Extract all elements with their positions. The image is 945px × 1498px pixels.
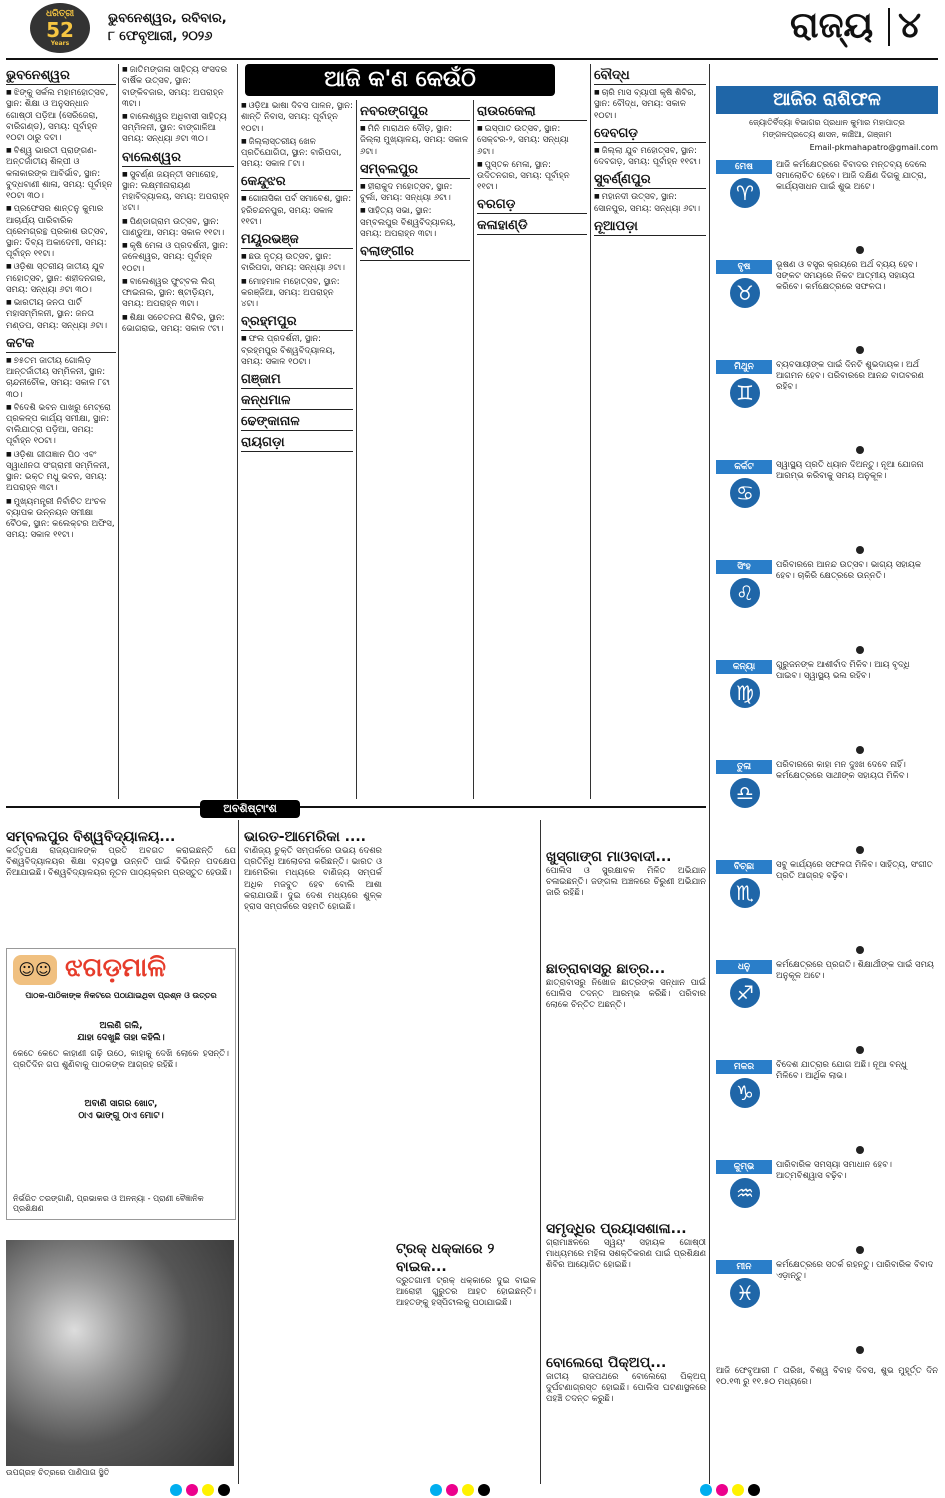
- events-column-2: [122, 64, 234, 799]
- column-rule: [473, 100, 474, 799]
- event-item: ■ ଭାରତୀୟ ଜନତା ପାର୍ଟି ମହାସମ୍ମିଳନୀ, ସ୍ଥାନ: ଜନତା ମଣ୍ଡପ, ସମୟ: ସନ୍ଧ୍ୟା ୬ଟା।: [6, 297, 116, 332]
- zodiac-sign-label: ମକର: [716, 1060, 772, 1074]
- event-item: ■ ଶିକ୍ଷା ସଚେତନତା ଶିବିର, ସ୍ଥାନ: ଭୋଗରାଇ, ସମୟ: ସକାଳ ୯ଟା।: [122, 312, 234, 336]
- zodiac-row: [716, 960, 938, 1056]
- rashifal-title: ଆଜିର ରାଶିଫଳ: [716, 86, 938, 114]
- event-item: ■ ଛଉ ନୃତ୍ୟ ଉତ୍ସବ, ସ୍ଥାନ: ବାରିପଦା, ସମୟ: ସନ୍ଧ୍ୟା ୬ଟା।: [241, 251, 353, 275]
- article-title: ବୋଲେରୋ ପିକ୍‌ଅପ୍...: [546, 1355, 667, 1371]
- events-column-4: [360, 100, 470, 799]
- rashifal-byline: ଜ୍ୟୋତିର୍ବିଦ୍ୟା ବିଭାଗର ପ୍ରଧାନ କୁମାର ମହାପାତ୍ର: [749, 118, 905, 127]
- event-item: ■ ବିଶ୍ୱ ଭାରତୀ ପ୍ରାଙ୍ଗଣ- ଅନ୍ତର୍ଜାତୀୟ ଶିଳ୍ପୀ ଓ କଳାକାରଙ୍କ ଆବିର୍ଭାବ, ସ୍ଥାନ: ବୁଦ୍ଧବାଣୀ ଶାଳା, ସମୟ: ପୂର୍ବାହ୍ନ ୧୦ଟା ୩୦।: [6, 145, 116, 202]
- article-body: ଛାତ୍ରାବାସରୁ ନିଖୋଜ ଛାତ୍ରଙ୍କ ସନ୍ଧାନ ପାଇଁ ପୋଲିସ ତଦନ୍ତ ଆରମ୍ଭ କରିଛି। ପରିବାର ଲୋକେ ଚିନ୍ତିତ ଅଛନ୍ତି।: [546, 978, 706, 1011]
- humor-question-1b: ଯାହା ଦେଖୁଛି ତାହା କହିଲି।: [77, 1033, 165, 1043]
- event-item: ■ ଜିଲ୍ଲା ଯୁବ ମହୋତ୍ସବ, ସ୍ଥାନ: ଦେବଗଡ଼, ସମୟ: ପୂର୍ବାହ୍ନ ୧୧ଟା।: [594, 145, 706, 169]
- city-heading: ବଲାଙ୍ଗୀର: [360, 243, 470, 261]
- bullet-icon: [856, 846, 864, 854]
- humor-faces-icon: ☺☺: [13, 955, 57, 985]
- zodiac-icon: ♉: [730, 278, 760, 308]
- zodiac-icon: ♋: [730, 478, 760, 508]
- column-rule: [237, 64, 238, 799]
- section-divider: [888, 8, 890, 46]
- remaining-banner: ଅବଶିଷ୍ଟାଂଶ: [200, 800, 300, 818]
- weather-caption: ଉପଗ୍ରହ ଚିତ୍ରରେ ପାଣିପାଗ ସ୍ଥିତି: [6, 1468, 110, 1477]
- events-column-5: [477, 100, 587, 799]
- city-heading: ଢେଙ୍କାନାଳ: [241, 413, 353, 431]
- registration-mark-icon: [732, 1484, 744, 1496]
- zodiac-sign-label: ମୀନ: [716, 1260, 772, 1274]
- city-heading: ବ୍ରହ୍ମପୁର: [241, 313, 353, 331]
- city-heading: ନୂଆପଡ଼ା: [594, 218, 706, 236]
- article-body: ବାଣିଜ୍ୟ ଚୁକ୍ତି ସମ୍ପର୍କରେ ଉଭୟ ଦେଶର ପ୍ରତିନିଧି ଆଲୋଚନା କରିଛନ୍ତି। ଭାରତ ଓ ଆମେରିକା ମଧ୍ୟରେ ବାଣିଜ୍ୟ ସମ୍ପର୍କ ଅଧିକ ମଜବୁତ ହେବ ବୋଲି ଆଶା କରାଯାଉଛି। ଦୁଇ ଦେଶ ମଧ୍ୟରେ ଶୁଳ୍କ ହ୍ରାସ ସମ୍ପର୍କରେ ସହମତି ହୋଇଛି।: [244, 846, 382, 913]
- zodiac-row: [716, 760, 938, 856]
- section-rule: [6, 806, 706, 808]
- events-column-3: [241, 100, 353, 799]
- masthead-date: ୮ ଫେବୃଆରୀ, ୨୦୨୬: [108, 29, 213, 44]
- zodiac-icon: ♊: [730, 378, 760, 408]
- registration-mark-icon: [186, 1484, 198, 1496]
- event-item: ■ ଓଡ଼ିଶା ଗୀତାଜ୍ଞାନ ପିଠ ଏବଂ ସ୍ୱାଧୀନତା ସଂଗ୍ରାମୀ ସମ୍ମିଳନୀ, ସ୍ଥାନ: ଭକ୍ତ ମଧୁ ଭବନ, ସମୟ: ଅପରାହ୍ନ ୩ଟା।: [6, 449, 116, 495]
- masthead-city-day: ଭୁବନେଶ୍ୱର, ରବିବାର,: [108, 11, 227, 26]
- event-item: ■ ବିଦେଶି ଭବନ ପାଖରୁ ମେଟ୍ରୋ ପ୍ରକଳ୍ପ କାର୍ଯ୍ୟ ସମୀକ୍ଷା, ସ୍ଥାନ: ବାଲିଯାତ୍ରା ପଡ଼ିଆ, ସମୟ: ପୂର୍ବାହ୍ନ ୧୦ଟା।: [6, 402, 116, 448]
- city-heading: ଦେବଗଡ଼: [594, 125, 706, 143]
- article-body: କର୍ତ୍ତୃପକ୍ଷ ରାଜ୍ୟପାଳଙ୍କ ପ୍ରତି ଅବଗତ କରାଇଛନ୍ତି ଯେ ବିଶ୍ୱବିଦ୍ୟାଳୟର ଶିକ୍ଷା ବ୍ୟବସ୍ଥା ଉନ୍ନତି ପାଇଁ ବିଭିନ୍ନ ପଦକ୍ଷେପ ନିଆଯାଇଛି। ବିଶ୍ୱବିଦ୍ୟାଳୟର ନୂତନ ପାଠ୍ୟକ୍ରମ ପ୍ରସ୍ତୁତ ହେଉଛି।: [6, 846, 236, 879]
- bullet-icon: [856, 1046, 864, 1054]
- event-item: ■ କୃଷି ମେଳା ଓ ପ୍ରଦର୍ଶନୀ, ସ୍ଥାନ: ଜଳେଶ୍ୱର, ସମୟ: ପୂର୍ବାହ୍ନ ୧୦ଟା।: [122, 240, 234, 275]
- city-heading: ଗଞ୍ଜାମ: [241, 371, 353, 389]
- event-item: ■ ବାଲେଶ୍ୱର ଫୁଟ୍‌ବଲ ଲିଗ୍ ଫାଇନାଲ, ସ୍ଥାନ: ଷ୍ଟାଡ଼ିୟମ, ସମୟ: ଅପରାହ୍ନ ୩ଟା।: [122, 276, 234, 311]
- article-7: [546, 1354, 706, 1406]
- column-rule: [238, 820, 239, 1484]
- humor-question-2b: ଠାଏ ଭାଙ୍ଗୁ ଠାଏ ମୋଟ।: [78, 1111, 164, 1121]
- article-title: ସମ୍ବଲପୁର ବିଶ୍ୱବିଦ୍ୟାଳୟ...: [6, 829, 176, 845]
- event-item: ■ ମୁଖ୍ୟମନ୍ତ୍ରୀ ନିର୍ବାଚିତ ଅଂଚଳ ବ୍ୟାପକ ଉନ୍ନୟନ ସମୀକ୍ଷା ବୈଠକ, ସ୍ଥାନ: କଲେକ୍ଟର ଅଫିସ, ସମୟ: ସକାଳ ୧୧ଟା।: [6, 496, 116, 542]
- column-rule: [709, 64, 710, 1484]
- article-body: ଗ୍ରାମାଞ୍ଚଳରେ ସ୍ୱୟଂ ସହାୟକ ଗୋଷ୍ଠୀ ମାଧ୍ୟମରେ ମହିଳା ସଶକ୍ତିକରଣ ପାଇଁ ପ୍ରଶିକ୍ଷଣ ଶିବିର ଆୟୋଜିତ ହୋଇଛି।: [546, 1238, 706, 1271]
- city-heading: କଳାହାଣ୍ଡି: [477, 217, 587, 235]
- article-1: [6, 828, 236, 880]
- rashifal-byline-2: ମଙ୍ଗଳପ୍ରତ୍ୟେ ଶାସନ, କାଞ୍ଚିଆ, ଗଞ୍ଜାମ: [762, 130, 892, 139]
- event-item: ■ ପୁସ୍ତକ ମେଳା, ସ୍ଥାନ: ଉଦିତନଗର, ସମୟ: ପୂର୍ବାହ୍ନ ୧୧ଟା।: [477, 159, 587, 194]
- zodiac-row: [716, 1260, 938, 1356]
- bullet-icon: [856, 1146, 864, 1154]
- city-heading: ବୌଦ୍ଧ: [594, 67, 706, 85]
- zodiac-icon: ♐: [730, 978, 760, 1008]
- registration-mark-icon: [478, 1484, 490, 1496]
- zodiac-row: [716, 360, 938, 456]
- event-item: ■ ଫଲ ପ୍ରଦର୍ଶନୀ, ସ୍ଥାନ: ବ୍ରହ୍ମପୁର ବିଶ୍ୱବିଦ୍ୟାଳୟ, ସମୟ: ସକାଳ ୧୦ଟା।: [241, 333, 353, 368]
- zodiac-icon: ♏: [730, 878, 760, 908]
- column-rule: [540, 820, 541, 1484]
- event-item: ■ ଓଡ଼ିଆ ଭାଷା ଦିବସ ପାଳନ, ସ୍ଥାନ: ଶାନ୍ତି ନିବାସ, ସମୟ: ପୂର୍ବାହ୍ନ ୧୦ଟା।: [241, 100, 353, 135]
- article-body: ଜାତୀୟ ରାଜପଥରେ ବୋଲେରୋ ପିକ୍‌ଅପ୍ ଦୁର୍ଘଟଣାଗ୍ରସ୍ତ ହୋଇଛି। ପୋଲିସ ଘଟଣାସ୍ଥଳରେ ପହଞ୍ଚି ତଦନ୍ତ କରୁଛି।: [546, 1372, 706, 1405]
- zodiac-row: [716, 860, 938, 956]
- article-title: ଭାରତ-ଆମେରିକା ....: [244, 829, 366, 845]
- event-item: ■ ଗୋନାସିକା ପର୍ବ ସମାବେଶ, ସ୍ଥାନ: ହରିଚନ୍ଦନପୁର, ସମୟ: ସକାଳ ୧୧ଟା।: [241, 193, 353, 228]
- zodiac-forecast-text: ଆଜି କର୍ମକ୍ଷେତ୍ରରେ ବିବାଦର ମନ୍ତବ୍ୟ ଦେଲେ ସମାଲୋଚିତ ହେବେ। ଆଜି ଦକ୍ଷିଣ ଦିଗକୁ ଯାତ୍ରା, କାର୍ଯ୍ୟସାଧନ ପାଇଁ ଶୁଭ ଅଟେ।: [776, 160, 927, 192]
- column-rule: [118, 64, 119, 799]
- events-column-6: [594, 64, 706, 799]
- article-3: [546, 848, 706, 900]
- article-2: [244, 828, 382, 913]
- zodiac-forecast-text: ଭୂଷଣ ଓ ବସ୍ତ୍ର କ୍ରୟରେ ଅର୍ଥ ବ୍ୟୟ ହେବ। ସଙ୍କଟ ସମୟରେ ନିକଟ ଆତ୍ମୀୟ ସହାୟତା କରିବେ। କର୍ମକ୍ଷେତ୍ରରେ ସଫଳତା।: [776, 260, 918, 292]
- zodiac-forecast-text: କର୍ମକ୍ଷେତ୍ରରେ ପ୍ରଗତି। ଶିକ୍ଷାର୍ଥୀଙ୍କ ପାଇଁ ସମୟ ଅନୁକୂଳ ଅଟେ।: [776, 960, 934, 981]
- bullet-icon: [856, 1246, 864, 1254]
- section-title: ରାଜ୍ୟ: [790, 5, 874, 46]
- event-item: ■ ୭୫ତମ ଜାତୀୟ ଗୋଲିଡ଼ ଆନ୍ତର୍ଜାତୀୟ ସମ୍ମିଳନୀ, ସ୍ଥାନ: ଚାନ୍ଦନୀଚୌକ, ସମୟ: ସକାଳ ୮ଟା ୩୦।: [6, 355, 116, 401]
- humor-body: କେତେ କେତେ କାହାଣୀ ଗଢ଼ି ଉଠେ, କାହାକୁ ଦେଖି ଲୋକେ ହସନ୍ତି। ପ୍ରତିଦିନ ଗପ ଶୁଣିବାକୁ ପାଠକଙ୍କ ଆଗ୍ରହ ରହିଛି।: [13, 1049, 229, 1071]
- humor-box: [6, 948, 236, 1220]
- city-heading: ସୁବର୍ଣ୍ଣପୁର: [594, 171, 706, 189]
- article-title: ଟ୍ରକ୍ ଧକ୍କାରେ ୨ ବାଇକ...: [396, 1241, 495, 1275]
- article-body: ଦ୍ରୁତଗାମୀ ଟ୍ରକ୍ ଧକ୍କାରେ ଦୁଇ ବାଇକ ଆରୋହୀ ଗୁରୁତର ଆହତ ହୋଇଛନ୍ତି। ଆହତଙ୍କୁ ହସ୍ପିଟାଲକୁ ପଠାଯାଇଛି।: [396, 1276, 536, 1309]
- registration-mark-icon: [446, 1484, 458, 1496]
- anniversary-number: 52: [46, 18, 74, 42]
- zodiac-forecast-text: ପରିବାରରେ ଆନନ୍ଦ ଉତ୍ସବ। ଭାଗ୍ୟ ସହାୟକ ହେବ। ଚାକିରି କ୍ଷେତ୍ରରେ ଉନ୍ନତି।: [776, 560, 922, 581]
- bullet-icon: [856, 446, 864, 454]
- registration-mark-icon: [202, 1484, 214, 1496]
- zodiac-forecast-text: ପାରିବାରିକ ସମସ୍ୟା ସମାଧାନ ହେବ। ଆତ୍ମବିଶ୍ୱାସ ବଢ଼ିବ।: [776, 1160, 892, 1181]
- zodiac-sign-label: ତୁଳା: [716, 760, 772, 774]
- masthead-rule: [6, 58, 938, 60]
- event-item: ■ ଜାତିମଙ୍ଗଳା ସାହିତ୍ୟ ସଂସଦର ବାର୍ଷିକ ଉତ୍ସବ, ସ୍ଥାନ: ବାଙ୍କିବଜାର, ସମୟ: ଅପରାହ୍ନ ୩ଟା।: [122, 64, 234, 110]
- city-heading: ରାଉରକେଲା: [477, 103, 587, 121]
- zodiac-icon: ♎: [730, 778, 760, 808]
- zodiac-icon: ♒: [730, 1178, 760, 1208]
- humor-title: ଝଗଡ଼ମାଳି: [65, 953, 167, 983]
- registration-mark-icon: [700, 1484, 712, 1496]
- events-banner: ଆଜି କ'ଣ କେଉଁଠି: [245, 64, 555, 96]
- city-heading: ରାୟଗଡ଼ା: [241, 434, 353, 452]
- bullet-icon: [856, 346, 864, 354]
- article-title: ଖୁସ୍‌ଗାଙ୍ଗ ମାଓବାଦୀ...: [546, 849, 672, 865]
- event-item: ■ ପିଣ୍ଡାଗ୍ରାମ ଉତ୍ସବ, ସ୍ଥାନ: ପାଣ୍ଡୁଆ, ସମୟ: ସକାଳ ୧୧ଟା।: [122, 216, 234, 240]
- zodiac-sign-label: କୁମ୍ଭ: [716, 1160, 772, 1174]
- zodiac-sign-label: ବିଚ୍ଛା: [716, 860, 772, 874]
- article-5: [396, 1240, 536, 1310]
- event-item: ■ ମହାନଦୀ ଉତ୍ସବ, ସ୍ଥାନ: ସୋନପୁର, ସମୟ: ସନ୍ଧ୍ୟା ୬ଟା।: [594, 191, 706, 215]
- zodiac-row: [716, 1160, 938, 1256]
- zodiac-sign-label: କନ୍ୟା: [716, 660, 772, 674]
- zodiac-row: [716, 560, 938, 656]
- event-item: ■ ସାହିତ୍ୟ ସଭା, ସ୍ଥାନ: ସମ୍ବଲପୁର ବିଶ୍ୱବିଦ୍ୟାଳୟ, ସମୟ: ଅପରାହ୍ନ ୩ଟା।: [360, 205, 470, 240]
- zodiac-sign-label: କର୍କଟ: [716, 460, 772, 474]
- humor-footer: ନିର୍ଭରିତ ତରଙ୍ଗାଣି, ପ୍ରଭାକର ଓ ଅନନ୍ୟା - ପ୍ରାଣୀ ବୈଜ୍ଞାନିକ ପ୍ରଶିକ୍ଷଣ: [13, 1194, 204, 1213]
- zodiac-forecast-text: ବ୍ୟବସାୟୀଙ୍କ ପାଇଁ ଦିନଟି ଶୁଭଦାୟକ। ଅର୍ଥ ଆଗମନ ହେବ। ପରିବାରରେ ଆନନ୍ଦ ବାତାବରଣ ରହିବ।: [776, 360, 924, 392]
- city-heading: ନବରଙ୍ଗପୁର: [360, 103, 470, 121]
- bullet-icon: [856, 546, 864, 554]
- humor-subtitle: ପାଠକ-ପାଠିକାଙ୍କ ନିକଟରେ ପଠାଯାଇଥିବା ପ୍ରଶ୍ନ ଓ ଉତ୍ତର: [25, 991, 217, 1000]
- city-heading: ବରଗଡ଼: [477, 196, 587, 214]
- zodiac-icon: ♑: [730, 1078, 760, 1108]
- city-heading: କେନ୍ଦୁଝର: [241, 173, 353, 191]
- humor-question-1: ଅଲଣି ଗଲି,: [99, 1021, 143, 1031]
- zodiac-icon: ♈: [730, 178, 760, 208]
- article-body: ପୋଲିସ ଓ ସୁରକ୍ଷାବଳ ମିଳିତ ଅଭିଯାନ ଚଳାଇଛନ୍ତି। ଜଙ୍ଗଲ ଅଞ୍ଚଳରେ ଚିରୁଣୀ ଅଭିଯାନ ଜାରି ରହିଛି।: [546, 866, 706, 899]
- zodiac-sign-label: ଧନୁ: [716, 960, 772, 974]
- zodiac-icon: ♍: [730, 678, 760, 708]
- city-heading: ଭୁବନେଶ୍ୱର: [6, 67, 116, 85]
- article-title: ସମୃଦ୍ଧିର ପ୍ରୟାସଶାଳା...: [546, 1221, 687, 1237]
- anniversary-years: Years: [50, 40, 70, 47]
- zodiac-forecast-text: ବିଦେଶ ଯାତ୍ରାର ଯୋଗ ଅଛି। ନୂଆ ବନ୍ଧୁ ମିଳିବେ। ଆର୍ଥିକ ଲାଭ।: [776, 1060, 907, 1081]
- registration-mark-icon: [170, 1484, 182, 1496]
- rashifal-email: Email-pkmahapatro@gmail.com: [809, 143, 938, 152]
- bullet-icon: [856, 646, 864, 654]
- article-4: [546, 960, 706, 1012]
- zodiac-sign-label: ସିଂହ: [716, 560, 772, 574]
- zodiac-sign-label: ମେଷ: [716, 160, 772, 174]
- event-item: ■ ମୋହମାଳ ମହୋତ୍ସବ, ସ୍ଥାନ: କରଞ୍ଜିଆ, ସମୟ: ଅପରାହ୍ନ ୪ଟା।: [241, 276, 353, 311]
- zodiac-row: [716, 160, 938, 256]
- event-item: ■ ଜିଲ୍ଲାସ୍ତରୀୟ ଖେଳ ପ୍ରତିଯୋଗିତା, ସ୍ଥାନ: ବାରିପଦା, ସମୟ: ସକାଳ ୮ଟା।: [241, 136, 353, 171]
- column-rule: [590, 64, 591, 799]
- zodiac-forecast-text: ସବୁ କାର୍ଯ୍ୟରେ ସଫଳତା ମିଳିବ। ସାହିତ୍ୟ, ସଂଗୀତ ପ୍ରତି ଆଗ୍ରହ ବଢ଼ିବ।: [776, 860, 933, 881]
- article-title: ଛାତ୍ରାବାସରୁ ଛାତ୍ର...: [546, 961, 666, 977]
- event-item: ■ ଝିଙ୍କୁ ସର୍କଲ ମହାମହୋତ୍ସବ, ସ୍ଥାନ: ଶିକ୍ଷା ଓ ଅନୁସନ୍ଧାନ ଗୋଷ୍ଠୀ ପଡ଼ିଆ (ସେରିଜେରା, ବାରିଗଣ୍ଡ), ସମୟ: ପୂର୍ବାହ୍ନ ୧୦ଟା ଠାରୁ ଦଟା।: [6, 87, 116, 144]
- bullet-icon: [856, 746, 864, 754]
- zodiac-row: [716, 660, 938, 756]
- registration-mark-icon: [716, 1484, 728, 1496]
- zodiac-sign-label: ବୃଷ: [716, 260, 772, 274]
- zodiac-forecast-text: କର୍ମକ୍ଷେତ୍ରରେ ସତର୍କ ରହନ୍ତୁ। ପାରିବାରିକ ବିବାଦ ଏଡ଼ାନ୍ତୁ।: [776, 1260, 934, 1281]
- zodiac-icon: ♓: [730, 1278, 760, 1308]
- bullet-icon: [856, 246, 864, 254]
- event-item: ■ ହୀରାକୁଦ ମହୋତ୍ସବ, ସ୍ଥାନ: ବୁର୍ଲା, ସମୟ: ସନ୍ଧ୍ୟା ୬ଟା।: [360, 181, 470, 205]
- anniversary-label: ଧରିତ୍ରୀ: [45, 9, 75, 19]
- zodiac-row: [716, 460, 938, 556]
- event-item: ■ ଓଡ଼ିଶା ସ୍ତରୀୟ ଜାତୀୟ ଯୁବ ମହୋତ୍ସବ, ସ୍ଥାନ: ଶହୀଦନଗର, ସମୟ: ସନ୍ଧ୍ୟା ୬ଟା ୩୦।: [6, 261, 116, 296]
- city-heading: କଟକ: [6, 335, 116, 353]
- city-heading: କନ୍ଧମାଳ: [241, 392, 353, 410]
- city-heading: ବାଲେଶ୍ୱର: [122, 149, 234, 167]
- zodiac-icon: ♌: [730, 578, 760, 608]
- event-item: ■ ଇସ୍ପାତ ଉତ୍ସବ, ସ୍ଥାନ: ସେକ୍ଟର-୨, ସମୟ: ସନ୍ଧ୍ୟା ୬ଟା।: [477, 123, 587, 158]
- column-rule: [356, 100, 357, 799]
- zodiac-forecast-text: ପରିବାରରେ କାହା ମନ ଦୁଃଖ ଦେବେ ନାହିଁ। କର୍ମକ୍ଷେତ୍ରରେ ସାଥୀଙ୍କ ସହାୟତା ମିଳିବ।: [776, 760, 909, 781]
- zodiac-row: [716, 1060, 938, 1156]
- anniversary-logo: [30, 3, 90, 53]
- zodiac-forecast-text: ଗୁରୁଜନଙ୍କ ଆଶୀର୍ବାଦ ମିଳିବ। ଆୟ ବୃଦ୍ଧି ପାଇବ। ସ୍ୱାସ୍ଥ୍ୟ ଭଲ ରହିବ।: [776, 660, 910, 681]
- registration-mark-icon: [748, 1484, 760, 1496]
- article-6: [546, 1220, 706, 1272]
- event-item: ■ ସୁବର୍ଣ୍ଣ ଜୟନ୍ତୀ ସମାରୋହ, ସ୍ଥାନ: ଲକ୍ଷ୍ମୀନାରାୟଣ ମହାବିଦ୍ୟାଳୟ, ସମୟ: ଅପରାହ୍ନ ୪ଟା।: [122, 169, 234, 215]
- bullet-icon: [856, 1346, 864, 1354]
- city-heading: ସମ୍ବଲପୁର: [360, 161, 470, 179]
- zodiac-forecast-text: ସ୍ୱାସ୍ଥ୍ୟ ପ୍ରତି ଧ୍ୟାନ ଦିଅନ୍ତୁ। ନୂଆ ଯୋଜନା ଆରମ୍ଭ କରିବାକୁ ସମୟ ଅନୁକୂଳ।: [776, 460, 924, 481]
- event-item: ■ ପ୍ରଫେସର ଶାନ୍ତନୁ କୁମାର ଆଚାର୍ଯ୍ୟ ପାରିବାରିକ ପ୍ରେମଗ୍ରନ୍ଥ ପ୍ରକାଶ ଉତ୍ସବ, ସ୍ଥାନ: ଦିବ୍ୟ ଅକାଦେମୀ, ସମୟ: ପୂର୍ବାହ୍ନ ୧୧ଟା।: [6, 203, 116, 260]
- bullet-icon: [856, 946, 864, 954]
- zodiac-sign-label: ମିଥୁନ: [716, 360, 772, 374]
- rashifal-footer: ଆଜି ଫେବୃଆରୀ ୮ ତାରିଖ, ବିଶ୍ୱ ବିବାହ ଦିବସ, ଶୁଭ ମୁହୂର୍ତ୍ତ ଦିନ ୧୦.୧୩ ରୁ ୧୧.୫୦ ମଧ୍ୟରେ।: [716, 1366, 938, 1387]
- city-heading: ମୟୂରଭଞ୍ଜ: [241, 231, 353, 249]
- satellite-weather-image: [6, 1240, 234, 1466]
- humor-question-2: ଅବାଣି ସାଗର ଖୋଟ,: [84, 1099, 158, 1109]
- event-item: ■ ବାଲେଶ୍ୱର ଅଧିବାସୀ ସାହିତ୍ୟ ସମ୍ମିଳନୀ, ସ୍ଥାନ: ବାଙ୍ଗାଳିଆ ସମୟ: ସନ୍ଧ୍ୟା ୬ଟା ୩୦।: [122, 111, 234, 146]
- page-number: ୪: [898, 5, 922, 46]
- zodiac-row: [716, 260, 938, 356]
- event-item: ■ ଚାରି ମାସ ବ୍ୟାପୀ କୃଷି ଶିବିର, ସ୍ଥାନ: ବୌଦ୍ଧ, ସମୟ: ସକାଳ ୧୦ଟା।: [594, 87, 706, 122]
- events-column-1: [6, 64, 116, 799]
- registration-mark-icon: [462, 1484, 474, 1496]
- registration-mark-icon: [430, 1484, 442, 1496]
- registration-mark-icon: [218, 1484, 230, 1496]
- event-item: ■ ମିନି ମାରାଥନ ଦୌଡ଼, ସ୍ଥାନ: ଜିଲ୍ଲା ମୁଖ୍ୟାଳୟ, ସମୟ: ସକାଳ ୬ଟା।: [360, 123, 470, 158]
